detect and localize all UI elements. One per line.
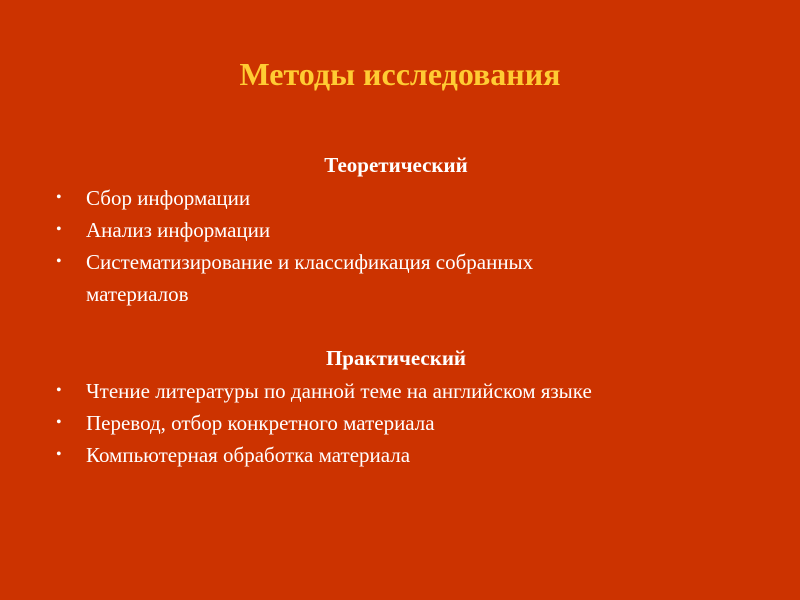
section-theoretical xyxy=(56,150,776,310)
bullet-icon: • xyxy=(56,253,62,270)
list-item-text: Перевод, отбор конкретного материала xyxy=(86,411,435,435)
list-item-text: Сбор информации xyxy=(86,186,251,210)
list-item xyxy=(56,375,776,407)
list-item xyxy=(56,182,776,214)
list-item-text: материалов xyxy=(86,282,189,306)
section-heading-theoretical: Теоретический xyxy=(324,153,468,177)
bullet-icon: • xyxy=(56,382,62,399)
list-item-text: Чтение литературы по данной теме на английском языке xyxy=(86,379,592,403)
bullet-icon: • xyxy=(56,446,62,463)
list-item xyxy=(56,246,776,278)
list-item-text: Компьютерная обработка материала xyxy=(86,443,411,467)
bullet-icon: • xyxy=(56,414,62,431)
slide-title: Методы исследования xyxy=(239,56,561,92)
section-practical xyxy=(56,343,776,471)
list-item xyxy=(56,214,776,246)
bullet-list-theoretical xyxy=(56,182,776,310)
list-item-text: Систематизирование и классификация собранных xyxy=(86,250,534,274)
list-item xyxy=(56,407,776,439)
list-item-continuation xyxy=(56,278,776,310)
section-heading-practical: Практический xyxy=(325,346,467,370)
bullet-icon: • xyxy=(56,189,62,206)
list-item-text: Анализ информации xyxy=(86,218,271,242)
bullet-icon: • xyxy=(56,221,62,238)
bullet-list-practical xyxy=(56,375,776,471)
list-item xyxy=(56,439,776,471)
